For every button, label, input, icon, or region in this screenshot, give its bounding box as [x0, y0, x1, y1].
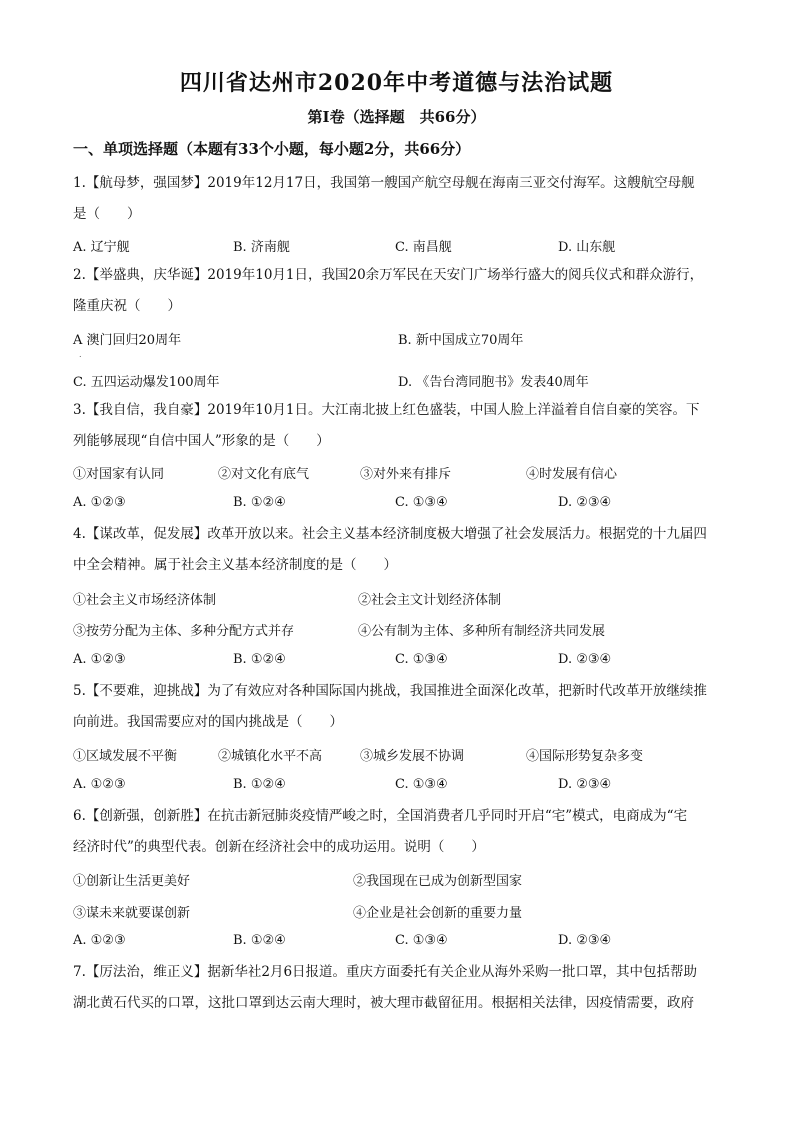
question-line: 4.【谋改革，促发展】改革开放以来。社会主义基本经济制度极大增强了社会发展活力。根据党的十九届四 — [73, 526, 707, 542]
option-a: A. ①②③ — [73, 652, 126, 667]
question-3 — [73, 395, 723, 457]
statement-2: ②社会主文计划经济体制 — [358, 593, 502, 608]
question-7 — [73, 957, 723, 1019]
statement-4: ④企业是社会创新的重要力量 — [353, 906, 523, 921]
option-b: B. ①②④ — [233, 777, 286, 792]
document-title: 四川省达州市2020年中考道德与法治试题 — [179, 70, 614, 96]
option-a: A. ①②③ — [73, 495, 126, 510]
question-line: 是（ ） — [73, 206, 141, 222]
option-b: B. 济南舰 — [233, 240, 290, 255]
option-a: A. ①②③ — [73, 777, 126, 792]
statement-4: ④国际形势复杂多变 — [526, 749, 644, 764]
question-6-statements-row2 — [73, 902, 723, 930]
question-line: 经济时代”的典型代表。创新在经济社会中的成功运用。说明（ ） — [73, 839, 485, 855]
statement-1: ①对国家有认同 — [73, 467, 165, 482]
question-4 — [73, 519, 723, 581]
statement-1: ①社会主义市场经济体制 — [73, 593, 217, 608]
stray-mark: . — [79, 350, 82, 359]
question-line: 隆重庆祝（ ） — [73, 298, 181, 314]
option-b: B. ①②④ — [233, 652, 286, 667]
question-4-statements-row2 — [73, 620, 723, 648]
question-line: 1.【航母梦，强国梦】2019年12月17日，我国第一艘国产航空母舰在海南三亚交付海军。这艘航空母舰 — [73, 175, 695, 191]
statement-1: ①区域发展不平衡 — [73, 749, 178, 764]
statement-3: ③谋未来就要谋创新 — [73, 906, 191, 921]
option-d: D. ②③④ — [558, 495, 612, 510]
question-4-statements-row1 — [73, 589, 723, 617]
question-5 — [73, 676, 723, 738]
statement-4: ④时发展有信心 — [526, 467, 618, 482]
option-b: B. ①②④ — [233, 933, 286, 948]
option-d: D. 《告台湾同胞书》发表40周年 — [398, 375, 589, 390]
question-line: 湖北黄石代买的口罩，这批口罩到达云南大理时，被大理市截留征用。根据相关法律，因疫情需要，政府 — [73, 995, 694, 1011]
question-1 — [73, 168, 723, 230]
option-b: B. ①②④ — [233, 495, 286, 510]
option-d: D. 山东舰 — [558, 240, 616, 255]
question-6-statements-row1 — [73, 870, 723, 898]
option-d: D. ②③④ — [558, 933, 612, 948]
statement-2: ②我国现在已成为创新型国家 — [353, 874, 523, 889]
statement-1: ①创新让生活更美好 — [73, 874, 191, 889]
option-b: B. 新中国成立70周年 — [398, 333, 524, 348]
option-c: C. ①③④ — [395, 495, 448, 510]
statement-2: ②城镇化水平不高 — [218, 749, 323, 764]
question-line: 5.【不要难，迎挑战】为了有效应对各种国际国内挑战，我国推进全面深化改革，把新时代改革开放继续推 — [73, 683, 707, 699]
option-d: D. ②③④ — [558, 777, 612, 792]
document-subtitle: 第I卷（选择题 共66分） — [307, 108, 486, 126]
option-c: C. ①③④ — [395, 652, 448, 667]
question-6 — [73, 801, 723, 863]
question-2 — [73, 260, 723, 322]
option-c: C. ①③④ — [395, 777, 448, 792]
question-line: 2.【举盛典，庆华诞】2019年10月1日，我国20余万军民在天安门广场举行盛大的阅兵仪式和群众游行， — [73, 267, 704, 283]
question-5-statements — [73, 745, 723, 773]
question-line: 3.【我自信，我自豪】2019年10月1日。大江南北披上红色盛装，中国人脸上洋溢着自信自豪的笑容。下 — [73, 402, 700, 418]
statement-4: ④公有制为主体、多种所有制经济共同发展 — [358, 624, 606, 639]
option-c: C. 南昌舰 — [395, 240, 452, 255]
option-a: A. ①②③ — [73, 933, 126, 948]
section-heading: 一、单项选择题（本题有33个小题，每小题2分，共66分） — [73, 140, 471, 158]
question-line: 中全会精神。属于社会主义基本经济制度的是（ ） — [73, 557, 397, 573]
option-d: D. ②③④ — [558, 652, 612, 667]
statement-2: ②对文化有底气 — [218, 467, 310, 482]
statement-3: ③城乡发展不协调 — [360, 749, 465, 764]
question-line: 6.【创新强，创新胜】在抗击新冠肺炎疫情严峻之时，全国消费者几乎同时开启“宅”模式，电商成为“宅 — [73, 808, 688, 824]
option-a: A 澳门回归20周年 — [73, 333, 182, 348]
option-a: A. 辽宁舰 — [73, 240, 130, 255]
question-line: 列能够展现“自信中国人”形象的是（ ） — [73, 433, 330, 449]
question-2-options-row1 — [73, 329, 723, 357]
question-line: 向前进。我国需要应对的国内挑战是（ ） — [73, 714, 343, 730]
question-3-statements — [73, 463, 723, 491]
statement-3: ③按劳分配为主体、多种分配方式并存 — [73, 624, 295, 639]
statement-3: ③对外来有排斥 — [360, 467, 452, 482]
option-c: C. ①③④ — [395, 933, 448, 948]
question-line: 7.【厉法治，维正义】据新华社2月6日报道。重庆方面委托有关企业从海外采购一批口罩，其中包括帮助 — [73, 964, 698, 980]
option-c: C. 五四运动爆发100周年 — [73, 375, 220, 390]
